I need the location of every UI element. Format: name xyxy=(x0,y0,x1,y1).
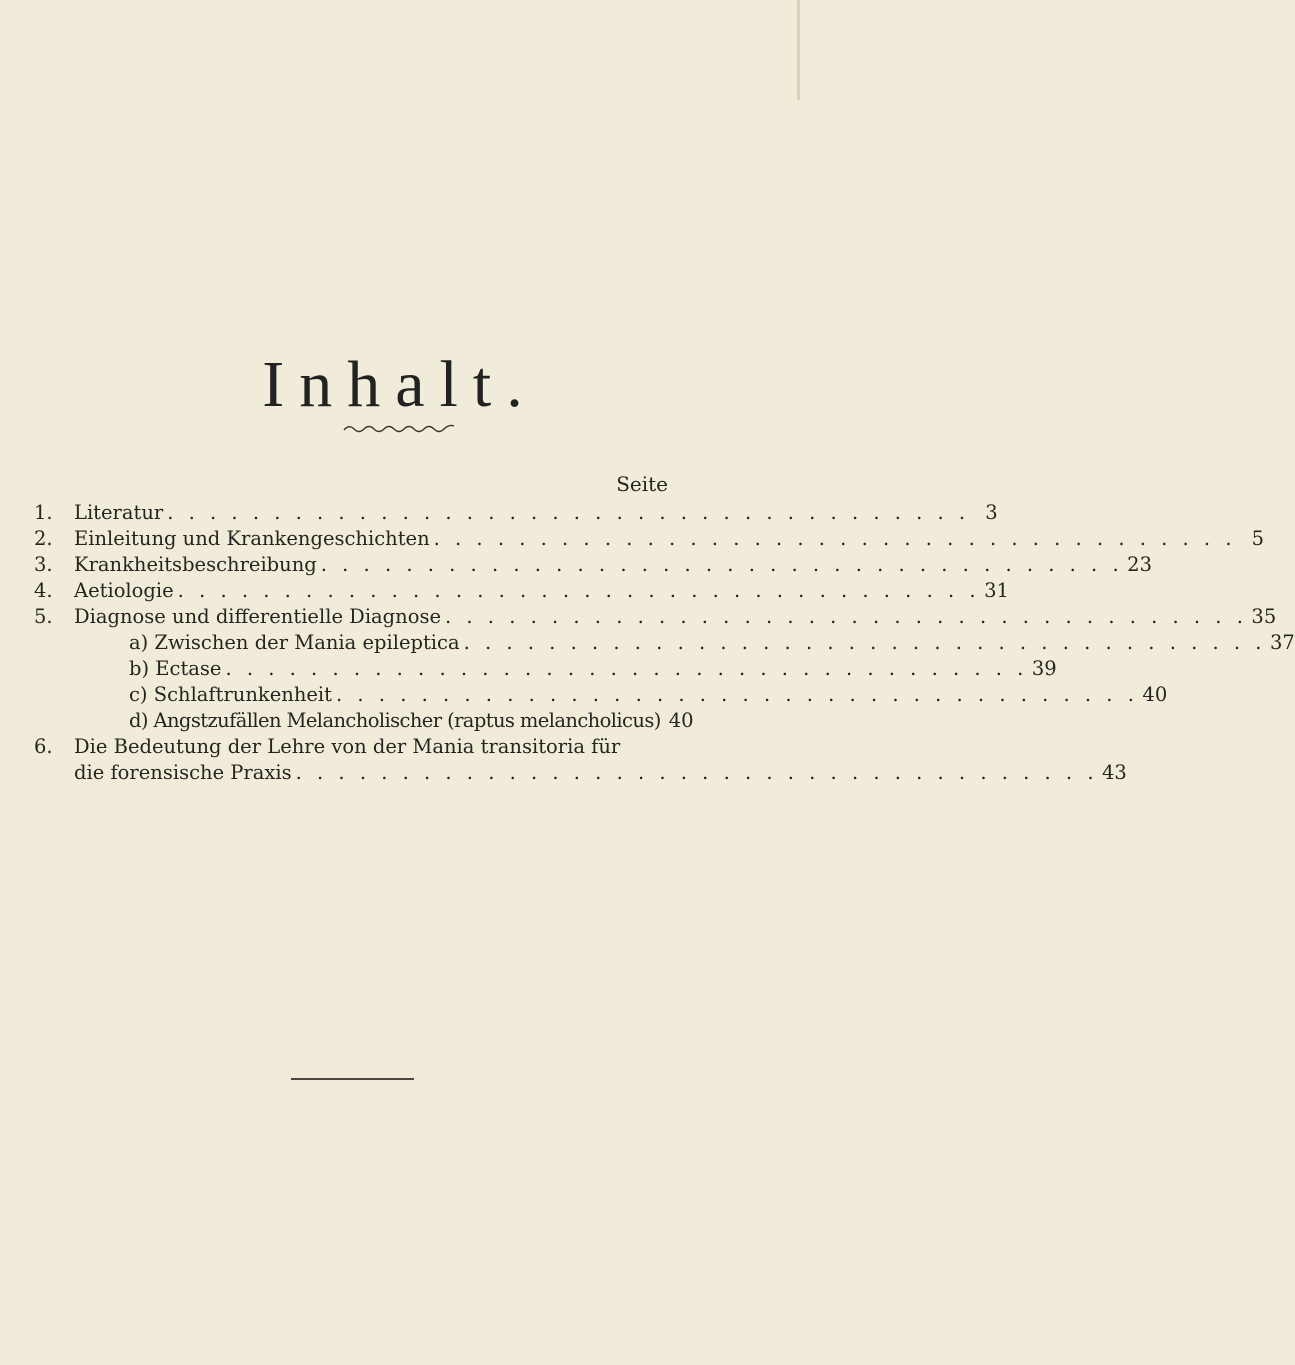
entry-page: 35 xyxy=(1251,605,1277,628)
entry-page: 23 xyxy=(1127,553,1152,576)
toc-entry xyxy=(34,604,1277,630)
entry-page: 5 xyxy=(1251,527,1265,550)
dot-leader: . . . . . . . . . . . . . . . . . . . . . . . . . . . . . . . . . . . . . . xyxy=(445,605,1248,628)
page-edge xyxy=(797,0,800,100)
entry-title: die forensische Praxis xyxy=(74,761,292,784)
entry-title: Krankheitsbeschreibung xyxy=(74,553,317,576)
dot-leader: . . . . . . . . . . . . . . . . . . . . . . . . . . . . . . . . . . . . . . xyxy=(336,683,1139,706)
entry-title: Einleitung und Krankengeschichten xyxy=(74,527,430,550)
toc-entry xyxy=(34,526,1265,552)
entry-page: 43 xyxy=(1102,761,1127,784)
entry-page: 31 xyxy=(984,579,1009,602)
dot-leader: . . . . . . . . . . . . . . . . . . . . . . . . . . . . . . . . . . . . . . xyxy=(177,579,981,602)
toc-subentry xyxy=(34,708,694,734)
page-column-label: Seite xyxy=(616,472,668,496)
toc-entry xyxy=(34,734,668,760)
entry-page: 3 xyxy=(985,501,998,524)
entry-page: 37 xyxy=(1269,631,1295,654)
entry-title: Diagnose und differentielle Diagnose xyxy=(74,605,442,628)
entry-number: 5. xyxy=(34,605,53,628)
entry-page: 40 xyxy=(668,709,694,732)
toc-subentry xyxy=(34,682,1168,708)
wavy-ornament-icon xyxy=(342,422,457,434)
dot-leader: . . . . . . . . . . . . . . . . . . . . . . . . . . . . . . . . . . . . . . xyxy=(320,553,1124,576)
dot-leader: . . . . . . . . . . . . . . . . . . . . . . . . . . . . . . . . . . . . . . xyxy=(225,657,1028,680)
entry-number: 2. xyxy=(34,527,53,550)
entry-title: b) Ectase xyxy=(129,657,222,680)
toc-entry-continuation xyxy=(74,760,1127,786)
entry-number: 4. xyxy=(34,579,53,602)
entry-title: a) Zwischen der Mania epileptica xyxy=(129,631,460,654)
toc-entry xyxy=(34,500,998,526)
entry-page: 40 xyxy=(1142,683,1168,706)
page-title: Inhalt. xyxy=(262,348,538,421)
entry-title: Literatur xyxy=(74,501,164,524)
entry-page: 39 xyxy=(1031,657,1057,680)
entry-number: 3. xyxy=(34,553,53,576)
entry-title: Aetiologie xyxy=(74,579,174,602)
dot-leader: . . . . . . . . . . . . . . . . . . . . . . . . . . . . . . . . . . . . . . xyxy=(167,501,970,524)
toc-entry xyxy=(34,578,1009,604)
entry-number: 1. xyxy=(34,501,53,524)
entry-title: d) Angstzufällen Melancholischer (raptus melancholicus) xyxy=(129,709,661,732)
dot-leader: . . . . . . . . . . . . . . . . . . . . . . . . . . . . . . . . . . . . . . xyxy=(463,631,1266,654)
toc-entry xyxy=(34,552,1152,578)
closing-rule xyxy=(291,1078,414,1080)
entry-title: Die Bedeutung der Lehre von der Mania transitoria für xyxy=(74,735,621,758)
toc-subentry xyxy=(34,630,1295,656)
dot-leader: . . . . . . . . . . . . . . . . . . . . . . . . . . . . . . . . . . . . . . xyxy=(295,761,1099,784)
dot-leader: . . . . . . . . . . . . . . . . . . . . . . . . . . . . . . . . . . . . . . xyxy=(433,527,1237,550)
entry-title: c) Schlaftrunkenheit xyxy=(129,683,333,706)
entry-number: 6. xyxy=(34,735,53,758)
toc-subentry xyxy=(34,656,1057,682)
